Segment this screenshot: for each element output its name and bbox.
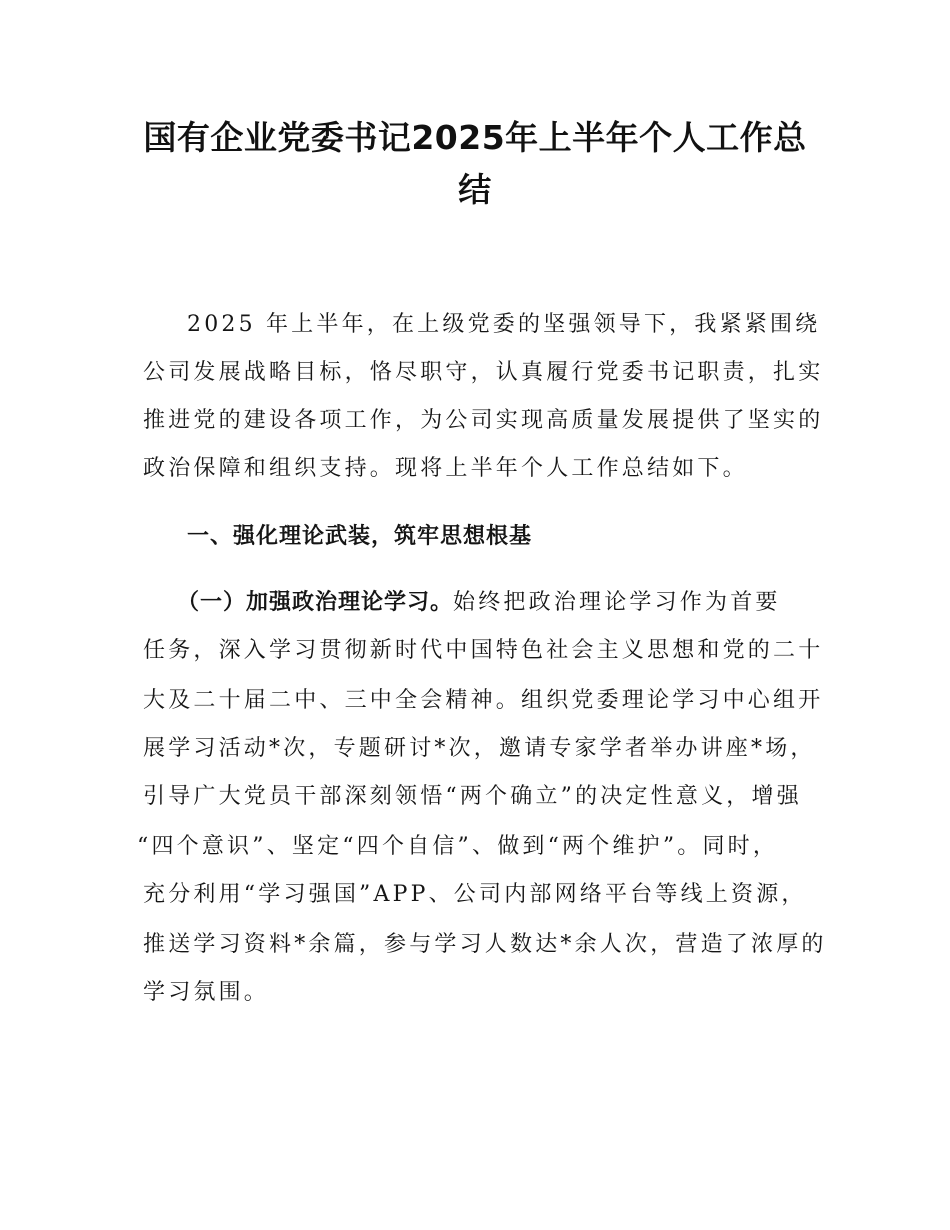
intro-line-2: 公司发展战略目标，恪尽职守，认真履行党委书记职责，扎实	[143, 360, 824, 385]
subsection-first-line	[177, 588, 781, 618]
section-heading: 一、强化理论武装，筑牢思想根基	[187, 524, 533, 549]
body-line-3: 展学习活动*次，专题研讨*次，邀请专家学者举办讲座*场，	[143, 736, 816, 761]
title-line-2: 结	[458, 170, 492, 209]
document-title	[120, 112, 830, 216]
body-line-6: 充分利用“学习强国”APP、公司内部网络平台等线上资源，	[143, 882, 807, 907]
body-line-2: 大及二十届二中、三中全会精神。组织党委理论学习中心组开	[143, 688, 824, 713]
intro-line-3: 推进党的建设各项工作，为公司实现高质量发展提供了坚实的	[143, 408, 824, 433]
subsection-lead: （一）加强政治理论学习。	[177, 590, 454, 615]
intro-line-1: 2025 年上半年，在上级党委的坚强领导下，我紧紧围绕	[187, 312, 821, 337]
intro-line-4: 政治保障和组织支持。现将上半年个人工作总结如下。	[143, 456, 748, 481]
body-line-8: 学习氛围。	[143, 980, 270, 1005]
body-line-1: 任务，深入学习贯彻新时代中国特色社会主义思想和党的二十	[143, 638, 824, 663]
body-line-7: 推送学习资料*余篇，参与学习人数达*余人次，营造了浓厚的	[143, 932, 827, 957]
body-line-5: “四个意识”、坚定“四个自信”、做到“两个维护”。同时，	[137, 834, 779, 859]
title-line-1: 国有企业党委书记2025年上半年个人工作总	[143, 118, 807, 157]
subsection-first-rest: 始终把政治理论学习作为首要	[453, 590, 781, 615]
body-line-4: 引导广大党员干部深刻领悟“两个确立”的决定性意义，增强	[143, 784, 802, 809]
